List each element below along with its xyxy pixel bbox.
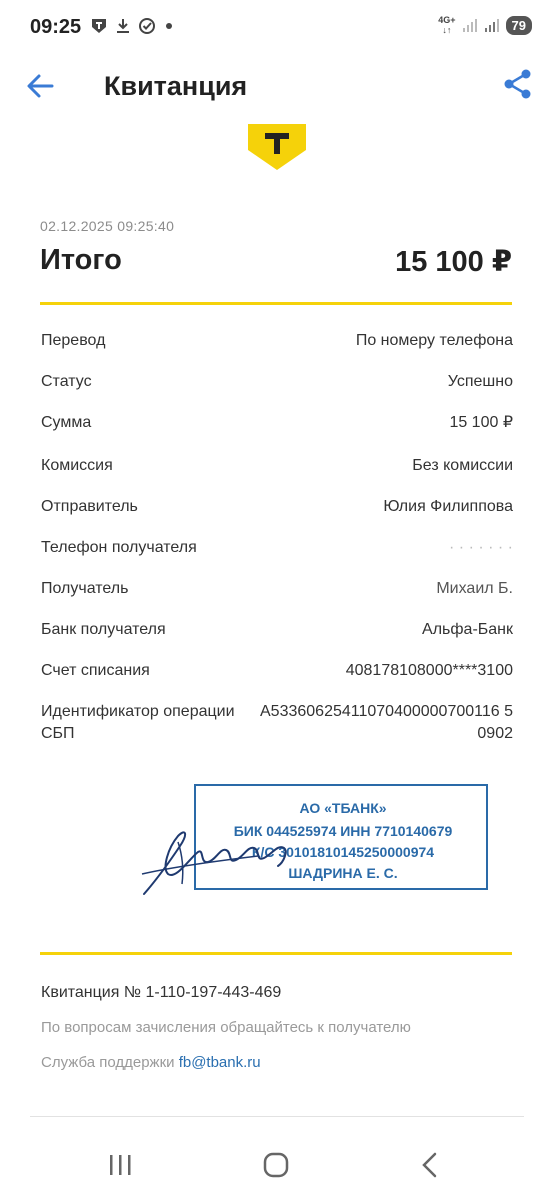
back-arrow-icon[interactable]	[22, 68, 58, 104]
stamp-line: ШАДРИНА Е. С.	[288, 865, 398, 881]
detail-label: Комиссия	[41, 457, 113, 474]
signal-icon	[462, 17, 478, 33]
detail-value-obscured: · · · · · · ·	[449, 539, 513, 556]
detail-label: Получатель	[41, 580, 129, 597]
total-label: Итого	[40, 244, 122, 276]
detail-value: 408178108000****3100	[345, 662, 513, 679]
page-title: Квитанция	[104, 71, 248, 101]
status-bar	[0, 0, 554, 54]
signature-image	[138, 818, 298, 898]
detail-label: Счет списания	[41, 662, 150, 679]
detail-label: Идентификатор операции СБП	[41, 703, 235, 742]
detail-value: Михаил Б.	[436, 580, 513, 597]
detail-value: Без комиссии	[412, 457, 513, 474]
signal-icon-2	[484, 17, 500, 33]
system-navigation-bar	[0, 1130, 554, 1200]
battery-indicator: 79	[506, 16, 532, 35]
app-bar	[0, 58, 554, 114]
stamp-line: АО «ТБАНК»	[299, 800, 387, 816]
system-indicators	[438, 15, 532, 35]
detail-value: По номеру телефона	[355, 332, 513, 349]
detail-label: Сумма	[41, 414, 92, 431]
detail-label: Телефон получателя	[41, 539, 197, 556]
check-circle-icon	[138, 17, 156, 35]
operation-datetime: 02.12.2025 09:25:40	[40, 218, 175, 234]
stamp-line: К/С 30101810145250000974	[251, 844, 435, 860]
detail-value: Альфа-Банк	[422, 621, 513, 638]
detail-label: Банк получателя	[41, 621, 166, 638]
status-time: 09:25	[30, 16, 82, 38]
total-divider	[40, 302, 512, 305]
more-notifications-dot	[166, 23, 172, 29]
download-icon	[114, 17, 132, 35]
support-label: Служба поддержки	[41, 1054, 179, 1071]
tbank-notification-icon	[90, 17, 108, 35]
back-chevron-icon[interactable]	[410, 1148, 450, 1182]
recent-apps-icon[interactable]	[100, 1148, 140, 1182]
detail-value: A53360625411070400000700116 50902	[260, 703, 513, 742]
support-line	[41, 1054, 261, 1071]
receipt-number: Квитанция № 1-110-197-443-469	[41, 984, 282, 1001]
bank-stamp	[138, 780, 494, 904]
stamp-line: БИК 044525974 ИНН 7710140679	[233, 823, 453, 839]
support-email-link[interactable]: fb@tbank.ru	[178, 1054, 261, 1071]
detail-value: Успешно	[447, 373, 513, 390]
detail-label: Перевод	[41, 332, 106, 349]
detail-label: Отправитель	[41, 498, 138, 515]
detail-value: Юлия Филиппова	[383, 498, 513, 515]
footer-divider	[40, 952, 512, 955]
tbank-logo	[248, 124, 306, 170]
recipient-hint: По вопросам зачисления обращайтесь к получателю	[41, 1019, 411, 1036]
network-type: 4G+ ↓↑	[438, 15, 456, 35]
home-icon[interactable]	[256, 1148, 296, 1182]
notification-icons	[90, 17, 172, 35]
detail-value: 15 100 ₽	[449, 414, 513, 431]
share-icon[interactable]	[500, 66, 536, 102]
detail-label: Статус	[41, 373, 92, 390]
total-value: 15 100 ₽	[395, 246, 512, 278]
bottom-divider	[30, 1116, 524, 1117]
